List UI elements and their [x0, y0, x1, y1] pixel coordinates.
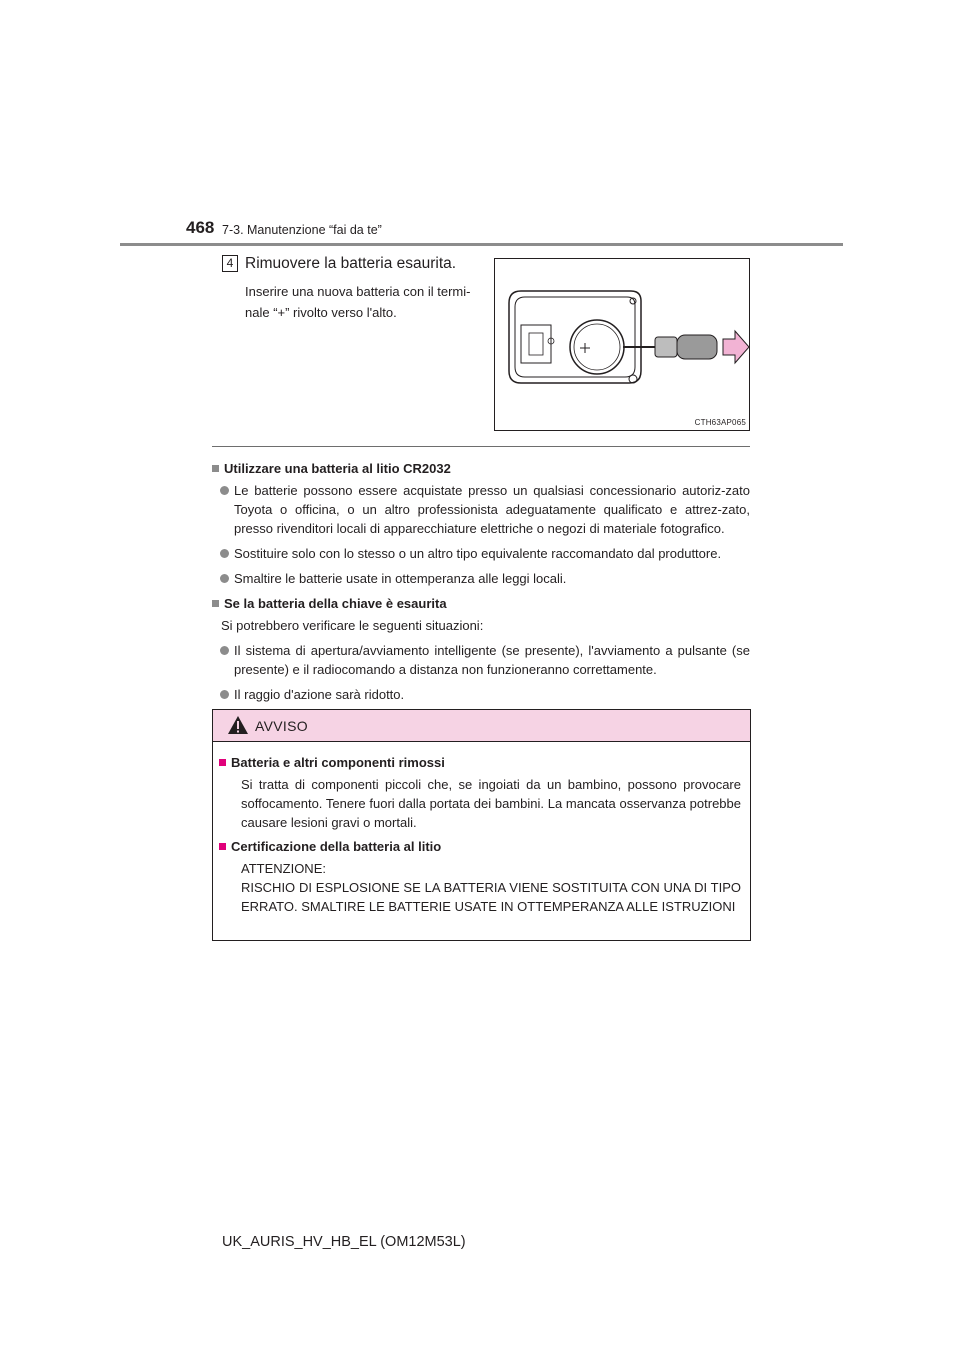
step-title: Rimuovere la batteria esaurita.: [245, 255, 457, 272]
list-item-text: Sostituire solo con lo stesso o un altro tipo equivalente raccomandato dal produttore.: [234, 546, 722, 561]
round-bullet-icon: [220, 574, 229, 583]
warning-heading-text: Batteria e altri componenti rimossi: [231, 755, 445, 770]
warning-heading: [219, 837, 741, 856]
content-divider: [212, 446, 750, 447]
battery-removal-illustration: [494, 258, 750, 431]
warning-label: AVVISO: [255, 718, 308, 734]
key-battery-drawing: [495, 259, 749, 430]
round-bullet-icon: [220, 486, 229, 495]
list-item: [220, 544, 750, 563]
warning-heading-text: Certificazione della batteria al litio: [231, 839, 442, 854]
section-heading: [212, 594, 750, 613]
round-bullet-icon: [220, 690, 229, 699]
list-item-text: Il sistema di apertura/avviamento intelligente (se presente), l'avviamento a pulsante (se presente) e il radiocomando a distanza non funzioneranno correttamente.: [234, 643, 750, 677]
round-bullet-icon: [220, 549, 229, 558]
warning-text: Si tratta di componenti piccoli che, se ingoiati da un bambino, possono provocare soffocamento. Tenere fuori dalla portata dei bambini. La mancata osservanza potrebbe causare lesioni gravi o mortali.: [241, 777, 741, 830]
round-bullet-icon: [220, 646, 229, 655]
section-heading-text: Se la batteria della chiave è esaurita: [224, 596, 447, 611]
section-intro: Si potrebbero verificare le seguenti situazioni:: [221, 618, 484, 633]
list-item-text: Il raggio d'azione sarà ridotto.: [234, 687, 405, 702]
figure-code: CTH63AP065: [694, 418, 746, 427]
section-title: 7-3. Manutenzione “fai da te”: [222, 223, 382, 237]
square-bullet-icon: [212, 465, 219, 472]
section-heading-text: Utilizzare una batteria al litio CR2032: [224, 461, 451, 476]
list-item: [220, 481, 750, 538]
warning-line: ATTENZIONE:: [241, 861, 326, 876]
step-description: Inserire una nuova batteria con il termi-nale “+” rivolto verso l'alto.: [245, 284, 471, 320]
list-item: [220, 569, 750, 588]
square-bullet-icon: [219, 759, 226, 766]
warning-box: [212, 709, 751, 941]
list-item-text: Smaltire le batterie usate in ottemperanza alle leggi locali.: [234, 571, 567, 586]
section-heading: [212, 459, 750, 478]
footer-code: UK_AURIS_HV_HB_EL (OM12M53L): [222, 1234, 466, 1250]
warning-line: RISCHIO DI ESPLOSIONE SE LA BATTERIA VIENE SOSTITUITA CON UNA DI TIPO ERRATO. SMALTIRE LE BATTERIE USATE IN OTTEMPERANZA ALLE ISTRUZIONI: [241, 880, 741, 914]
warning-header: [213, 710, 750, 742]
square-bullet-icon: [219, 843, 226, 850]
list-item: [220, 685, 750, 704]
list-item-text: Le batterie possono essere acquistate presso un qualsiasi concessionario autoriz-zato Toyota o officina, o un altro professionista adeguatamente qualificato e attrez-zato, presso rivenditori locali di apparecchiature elettriche o negozi di materiale fotografico.: [234, 483, 750, 536]
warning-content: [219, 753, 741, 921]
step-number-box: 4: [222, 255, 238, 272]
info-sections: [212, 459, 750, 710]
square-bullet-icon: [212, 600, 219, 607]
warning-triangle-icon: [227, 715, 249, 735]
warning-heading: [219, 753, 741, 772]
header-divider: [120, 243, 843, 246]
list-item: [220, 641, 750, 679]
warning-text-block: [241, 859, 741, 916]
page-number: 468: [186, 218, 215, 237]
